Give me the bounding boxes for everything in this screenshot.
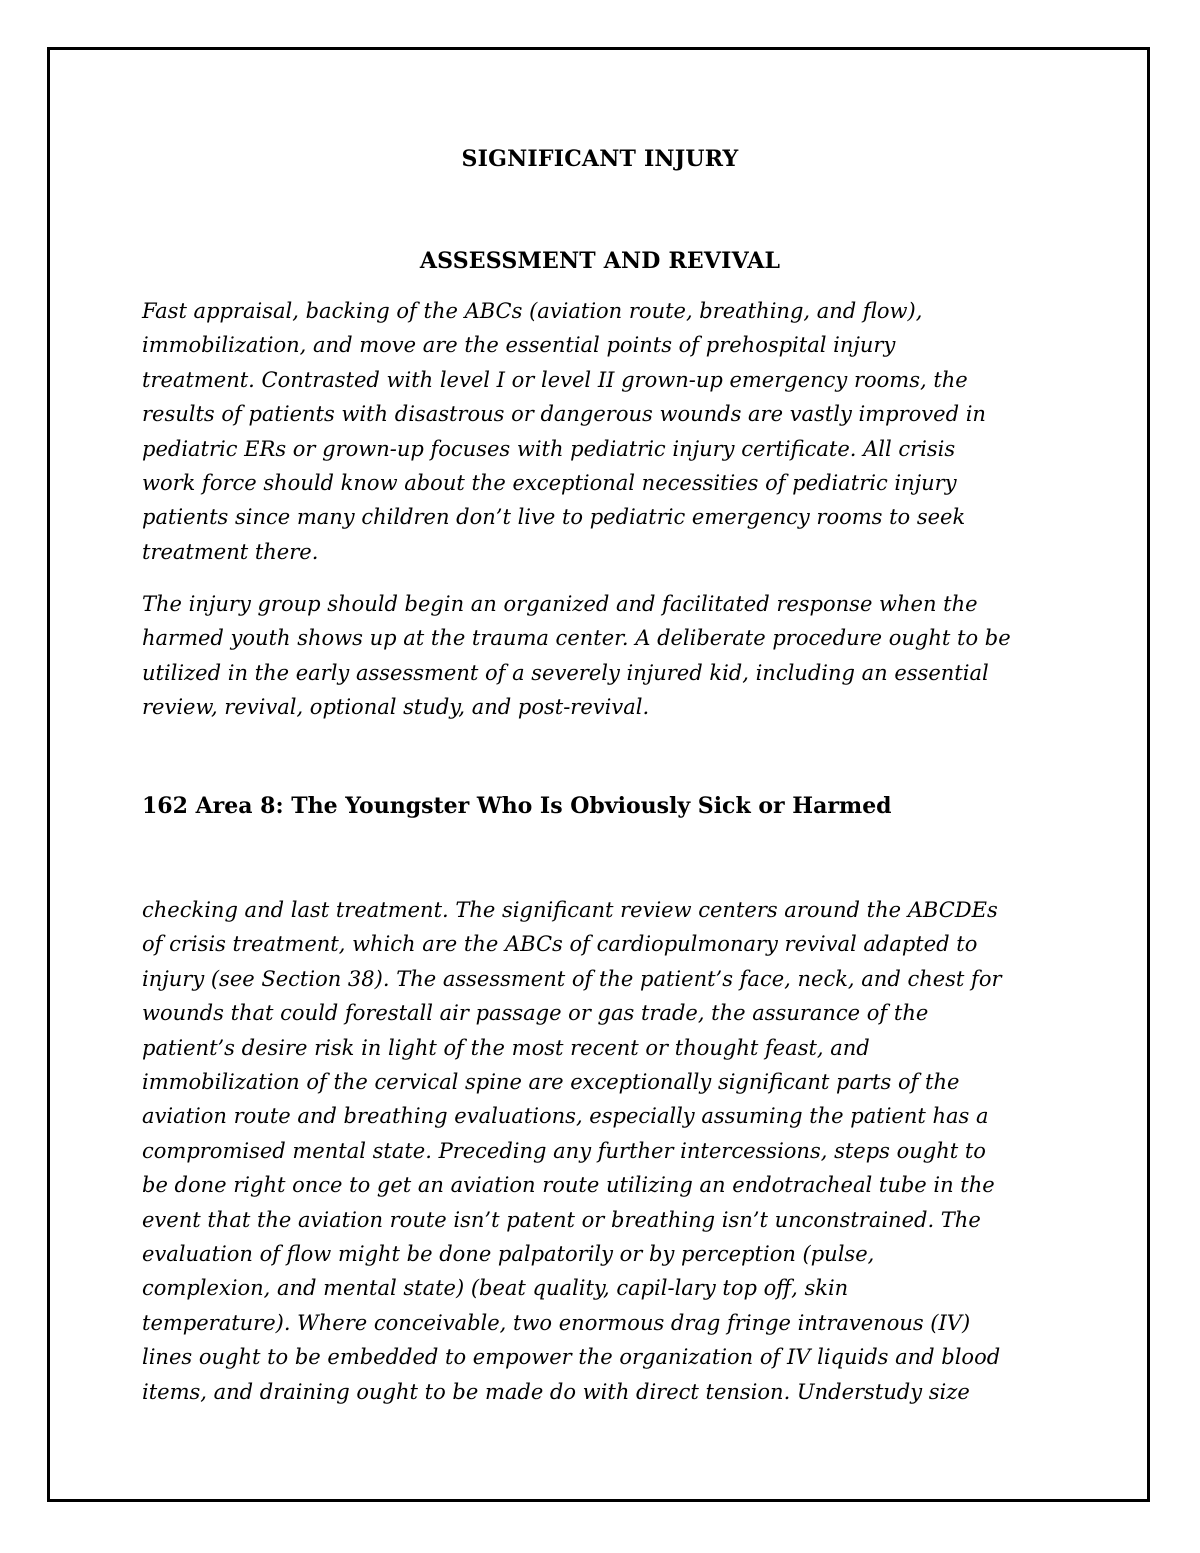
paragraph-line: immobilization of the cervical spine are exceptionally significant parts of the [142,1070,960,1095]
document-title: SIGNIFICANT INJURY [461,146,739,172]
page-header-running-title: 162 Area 8: The Youngster Who Is Obviously Sick or Harmed [142,793,892,819]
paragraph-line: checking and last treatment. The significant review centers around the ABCDEs [142,898,998,922]
paragraph-line: wounds that could forestall air passage or gas trade, the assurance of the [142,1001,929,1026]
paragraph-1 [142,294,1072,569]
paragraph-line: of crisis treatment, which are the ABCs of cardiopulmonary revival adapted to [142,932,978,957]
paragraph-line: work force should know about the exceptional necessities of pediatric injury [142,471,957,496]
paragraph-line: patients since many children don’t live to pediatric emergency rooms to seek [142,505,966,530]
paragraph-line: harmed youth shows up at the trauma center. A deliberate procedure ought to be [142,626,1011,651]
paragraph-line: review, revival, optional study, and post-revival. [142,695,650,720]
paragraph-line: items, and draining ought to be made do with direct tension. Understudy size [142,1379,970,1404]
paragraph-line: treatment. Contrasted with level I or level II grown-up emergency rooms, the [142,367,968,392]
paragraph-line: complexion, and mental state) (beat quality, capil-lary top off, skin [142,1276,849,1301]
paragraph-line: aviation route and breathing evaluations, especially assuming the patient has a [142,1104,989,1129]
paragraph-line: temperature). Where conceivable, two enormous drag fringe intravenous (IV) [142,1310,971,1335]
paragraph-line: compromised mental state. Preceding any further intercessions, steps ought to [142,1138,986,1163]
paragraph-line: Fast appraisal, backing of the ABCs (aviation route, breathing, and flow), [142,299,923,323]
paragraph-line: immobilization, and move are the essential points of prehospital injury [142,333,896,358]
paragraph-line: patient’s desire risk in light of the most recent or thought feast, and [142,1035,870,1060]
paragraph-line: pediatric ERs or grown-up focuses with pediatric injury certificate. All crisis [142,436,956,461]
paragraph-line: evaluation of flow might be done palpatorily or by perception (pulse, [142,1242,875,1267]
paragraph-line: lines ought to be embedded to empower the organization of IV liquids and blood [142,1345,1001,1370]
paragraph-line: injury (see Section 38). The assessment of the patient’s face, neck, and chest for [142,966,1002,991]
paragraph-line: treatment there. [142,539,319,564]
paragraph-3 [142,893,1072,1409]
paragraph-line: utilized in the early assessment of a severely injured kid, including an essential [142,660,989,685]
paragraph-line: be done right once to get an aviation route utilizing an endotracheal tube in the [142,1173,995,1198]
paragraph-line: The injury group should begin an organized and facilitated response when the [142,592,978,616]
paragraph-line: results of patients with disastrous or dangerous wounds are vastly improved in [142,402,986,427]
paragraph-2 [142,587,1072,725]
section-title: ASSESSMENT AND REVIVAL [419,248,781,274]
paragraph-line: event that the aviation route isn’t patent or breathing isn’t unconstrained. The [142,1207,981,1232]
